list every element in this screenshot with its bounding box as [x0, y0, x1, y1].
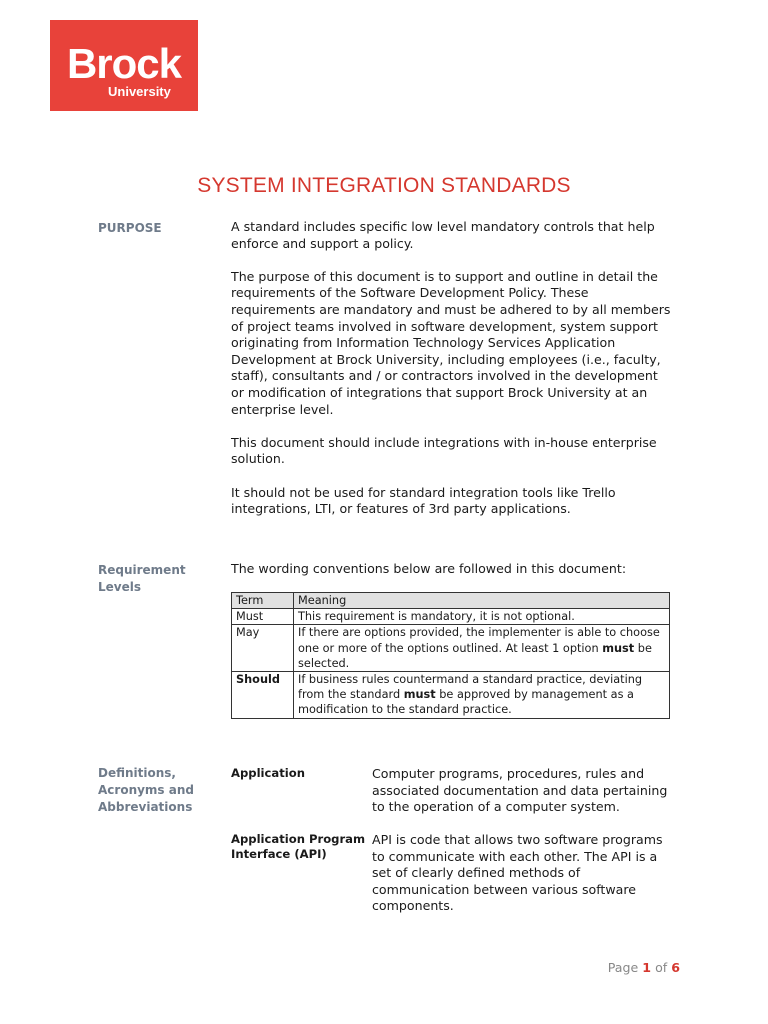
purpose-paragraph: A standard includes specific low level mandatory controls that help enforce and support a policy.: [231, 219, 655, 251]
column-header-meaning: Meaning: [294, 593, 670, 609]
term-cell: May: [232, 625, 294, 672]
table-row: [232, 609, 670, 625]
meaning-cell: If business rules countermand a standard practice, deviating from the standard must be approved by management as a modification to the standard practice.: [294, 672, 670, 719]
definitions-heading: Definitions, Acronyms and Abbreviations: [98, 766, 194, 814]
purpose-paragraph: This document should include integrations with in-house enterprise solution.: [231, 434, 657, 467]
requirements-intro: The wording conventions below are followed in this document:: [231, 561, 627, 576]
requirement-levels-heading: Requirement Levels: [98, 563, 186, 594]
definition-text: Computer programs, procedures, rules and associated documentation and data pertaining to the operation of a computer system.: [372, 766, 668, 815]
table-row: [232, 672, 670, 719]
table-header-row: [232, 593, 670, 609]
table-row: [232, 625, 670, 672]
column-header-term: Term: [232, 593, 294, 609]
term-cell: Should: [232, 672, 294, 719]
purpose-paragraph: It should not be used for standard integration tools like Trello integrations, LTI, or features of 3rd party applications.: [231, 484, 616, 517]
meaning-cell: If there are options provided, the implementer is able to choose one or more of the options outlined. At least 1 option must be selected.: [294, 625, 670, 672]
document-title: SYSTEM INTEGRATION STANDARDS: [197, 174, 571, 197]
requirement-levels-table: [231, 592, 670, 719]
brock-university-logo: [50, 20, 198, 111]
definition-term: Application: [231, 766, 305, 780]
purpose-paragraph: The purpose of this document is to support and outline in detail the requirements of the Software Development Policy. These requirements are mandatory and must be adhered to by all members of project teams involved in software development, system support originating from Information Technology Services Application Development at Brock University, including employees (i.e., faculty, staff), consultants and / or contractors involved in the development or modification of integrations that support Brock University at an enterprise level.: [231, 268, 671, 417]
logo-wordmark: Brock: [66, 40, 182, 87]
definition-text: API is code that allows two software programs to communicate with each other. The API is a set of clearly defined methods of communication between various software components.: [372, 832, 663, 914]
definition-term: Application Program Interface (API): [231, 832, 366, 861]
purpose-heading: PURPOSE: [98, 221, 162, 235]
term-cell: Must: [232, 609, 294, 625]
purpose-section: [231, 219, 671, 534]
page-number: Page 1 of 6: [607, 960, 680, 975]
logo-subtitle: University: [108, 84, 171, 99]
meaning-cell: This requirement is mandatory, it is not optional.: [294, 609, 670, 625]
